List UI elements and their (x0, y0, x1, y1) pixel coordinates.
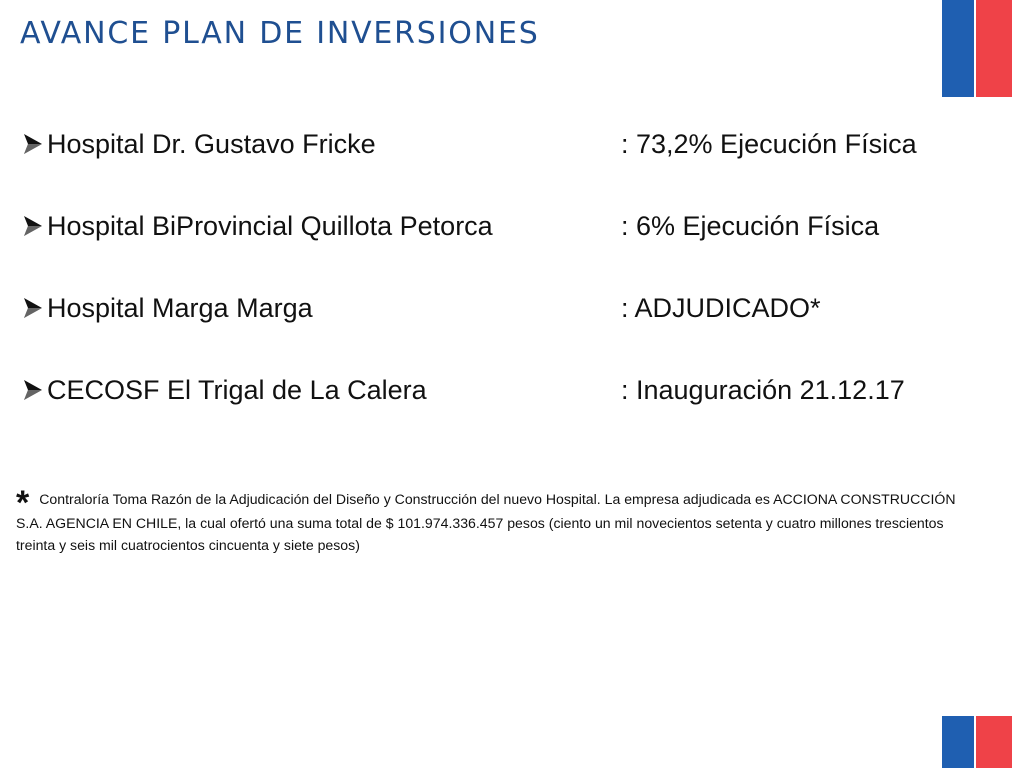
investment-item-fricke (16, 120, 917, 168)
top-flag-white-margin (1012, 0, 1024, 97)
arrowhead-bullet-icon (16, 202, 47, 250)
investment-item-name: Hospital Marga Marga (47, 293, 313, 323)
arrowhead-bullet-icon (16, 366, 47, 414)
slide-title: AVANCE PLAN DE INVERSIONES (20, 16, 540, 51)
investment-item-marga-marga (16, 284, 821, 332)
bottom-flag-red-stripe (976, 716, 1012, 768)
top-chile-flag-stripes-icon (942, 0, 1024, 97)
bottom-flag-blue-stripe (942, 716, 974, 768)
top-flag-red-stripe (976, 0, 1012, 97)
investment-item-cecosf-trigal (16, 366, 905, 414)
bottom-flag-white-margin (1012, 716, 1024, 768)
arrowhead-bullet-icon (16, 284, 47, 332)
investment-item-name: CECOSF El Trigal de La Calera (47, 375, 427, 405)
footnote-text: Contraloría Toma Razón de la Adjudicación del Diseño y Construcción del nuevo Hospital. La empresa adjudicada es ACCIONA CONSTRUCCIÓN S.A. AGENCIA EN CHILE, la cual ofertó una suma total de $ 101.974.336.457 pesos (ciento un mil novecientos setenta y cuatro millones trescientos treinta y seis mil cuatrocientos cincuenta y siete pesos) (16, 491, 956, 553)
contract-footnote (16, 484, 961, 556)
bottom-chile-flag-stripes-icon (942, 716, 1024, 768)
investment-item-status: : 6% Ejecución Física (621, 211, 880, 241)
footnote-marker: * (16, 484, 30, 522)
investment-item-name: Hospital Dr. Gustavo Fricke (47, 129, 376, 159)
investment-item-name: Hospital BiProvincial Quillota Petorca (47, 211, 493, 241)
top-flag-blue-stripe (942, 0, 974, 97)
investment-item-quillota-petorca (16, 202, 879, 250)
investment-item-status: : ADJUDICADO* (621, 293, 821, 323)
arrowhead-bullet-icon (16, 120, 47, 168)
investment-item-status: : 73,2% Ejecución Física (621, 129, 917, 159)
investment-item-status: : Inauguración 21.12.17 (621, 375, 905, 405)
